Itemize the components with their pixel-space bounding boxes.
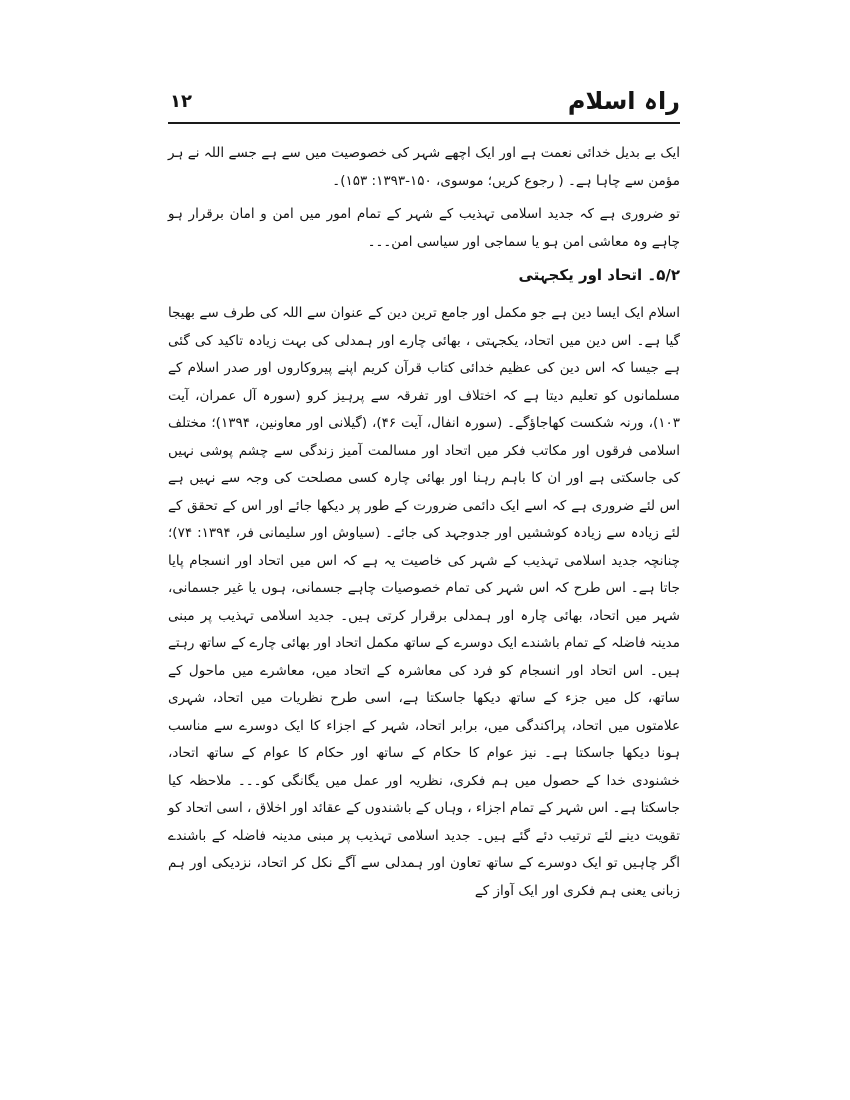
running-header (168, 86, 680, 116)
paragraph-2: تو ضروری ہے کہ جدید اسلامی تہذیب کے شہر کے تمام امور میں امن و امان برقرار ہو چاہے وہ معاشی امن ہو یا سماجی اور سیاسی امن۔۔۔ (168, 206, 680, 250)
page-number: ۱۲ (170, 91, 192, 112)
section-body: اسلام ایک ایسا دین ہے جو مکمل اور جامع ترین دین کے عنوان سے اللہ کی طرف سے بھیجا گیا ہے۔ اس دین میں اتحاد، یکجہتی ، بھائی چارے اور ہمدلی کی بہت زیادہ تاکید کی گئی ہے جیسا کہ اس دین کی عظیم خدائی کتاب قرآن کریم اپنے پیروکاروں اور صدر اسلام کے مسلمانوں کو تعلیم دیتا ہے کہ اختلاف اور تفرقہ سے پرہیز کرو (سورہ آل عمران، آیت ۱۰۳)، ورنہ شکست کھاجاؤگے۔ (سورہ انفال، آیت ۴۶)، (گیلانی اور معاونین، ۱۳۹۴)؛ مختلف اسلامی فرقوں اور مکاتب فکر میں اتحاد اور مسالمت آمیز زندگی سے چشم پوشی نہیں کی جاسکتی ہے اور ان کا باہم رہنا اور بھائی چارہ کسی مصلحت کی وجہ سے نہیں ہے اس لئے ضروری ہے کہ اسے ایک دائمی ضرورت کے طور پر دیکھا جائے اور اس کے تحقق کے لئے زیادہ سے زیادہ کوششیں اور جدوجہد کی جائے۔ (سیاوش اور سلیمانی فر، ۱۳۹۴: ۷۴)؛ چنانچہ جدید اسلامی تہذیب کے شہر کی خاصیت یہ ہے کہ اس میں اتحاد اور انسجام پایا جاتا ہے۔ اس طرح کہ اس شہر کی تمام خصوصیات چاہے جسمانی، ہوں یا غیر جسمانی، شہر میں اتحاد، بھائی چارہ اور ہمدلی برقرار کرتی ہیں۔ جدید اسلامی تہذیب پر مبنی مدینہ فاضلہ کے تمام باشندے ایک دوسرے کے ساتھ مکمل اتحاد اور بھائی چارے کے ساتھ رہتے ہیں۔ اس اتحاد اور انسجام کو فرد کی معاشرہ کے اتحاد میں، معاشرے میں ماحول کے ساتھ، کل میں جزء کے ساتھ دیکھا جاسکتا ہے، اسی طرح نظریات میں اتحاد، شہری علامتوں میں اتحاد، پراکندگی میں، برابر اتحاد، شہر کے اجزاء کا ایک دوسرے سے مناسب ہونا دیکھا جاسکتا ہے۔ نیز عوام کا حکام کے ساتھ اور حکام کا عوام کے ساتھ اتحاد، خشنودی خدا کے حصول میں ہم فکری، نظریہ اور عمل میں یگانگی کو۔۔۔ ملاحظہ کیا جاسکتا ہے۔ اس شہر کے تمام اجزاء ، وہاں کے باشندوں کے عقائد اور اخلاق ، اسی اتحاد کو تقویت دینے لئے ترتیب دئے گئے ہیں۔ جدید اسلامی تہذیب پر مبنی مدینہ فاضلہ کے باشندے اگر چاہیں تو ایک دوسرے کے ساتھ تعاون اور ہمدلی سے آگے نکل کر اتحاد، نزدیکی اور ہم زبانی یعنی ہم فکری اور ایک آواز کے (168, 305, 680, 899)
journal-title: راہ اسلام (567, 87, 680, 115)
body-text (168, 140, 680, 911)
header-divider (168, 122, 680, 124)
paragraph-1: ایک بے بدیل خدائی نعمت ہے اور ایک اچھے شہر کی خصوصیت میں سے ہے جسے اللہ نے ہر مؤمن سے چاہا ہے۔ ( رجوع کریں؛ موسوی، ۱۵۰-۱۳۹۳: ۱۵۳)۔ (168, 145, 680, 189)
section-heading: ۵/۲۔ اتحاد اور یکجہتی (518, 266, 680, 284)
